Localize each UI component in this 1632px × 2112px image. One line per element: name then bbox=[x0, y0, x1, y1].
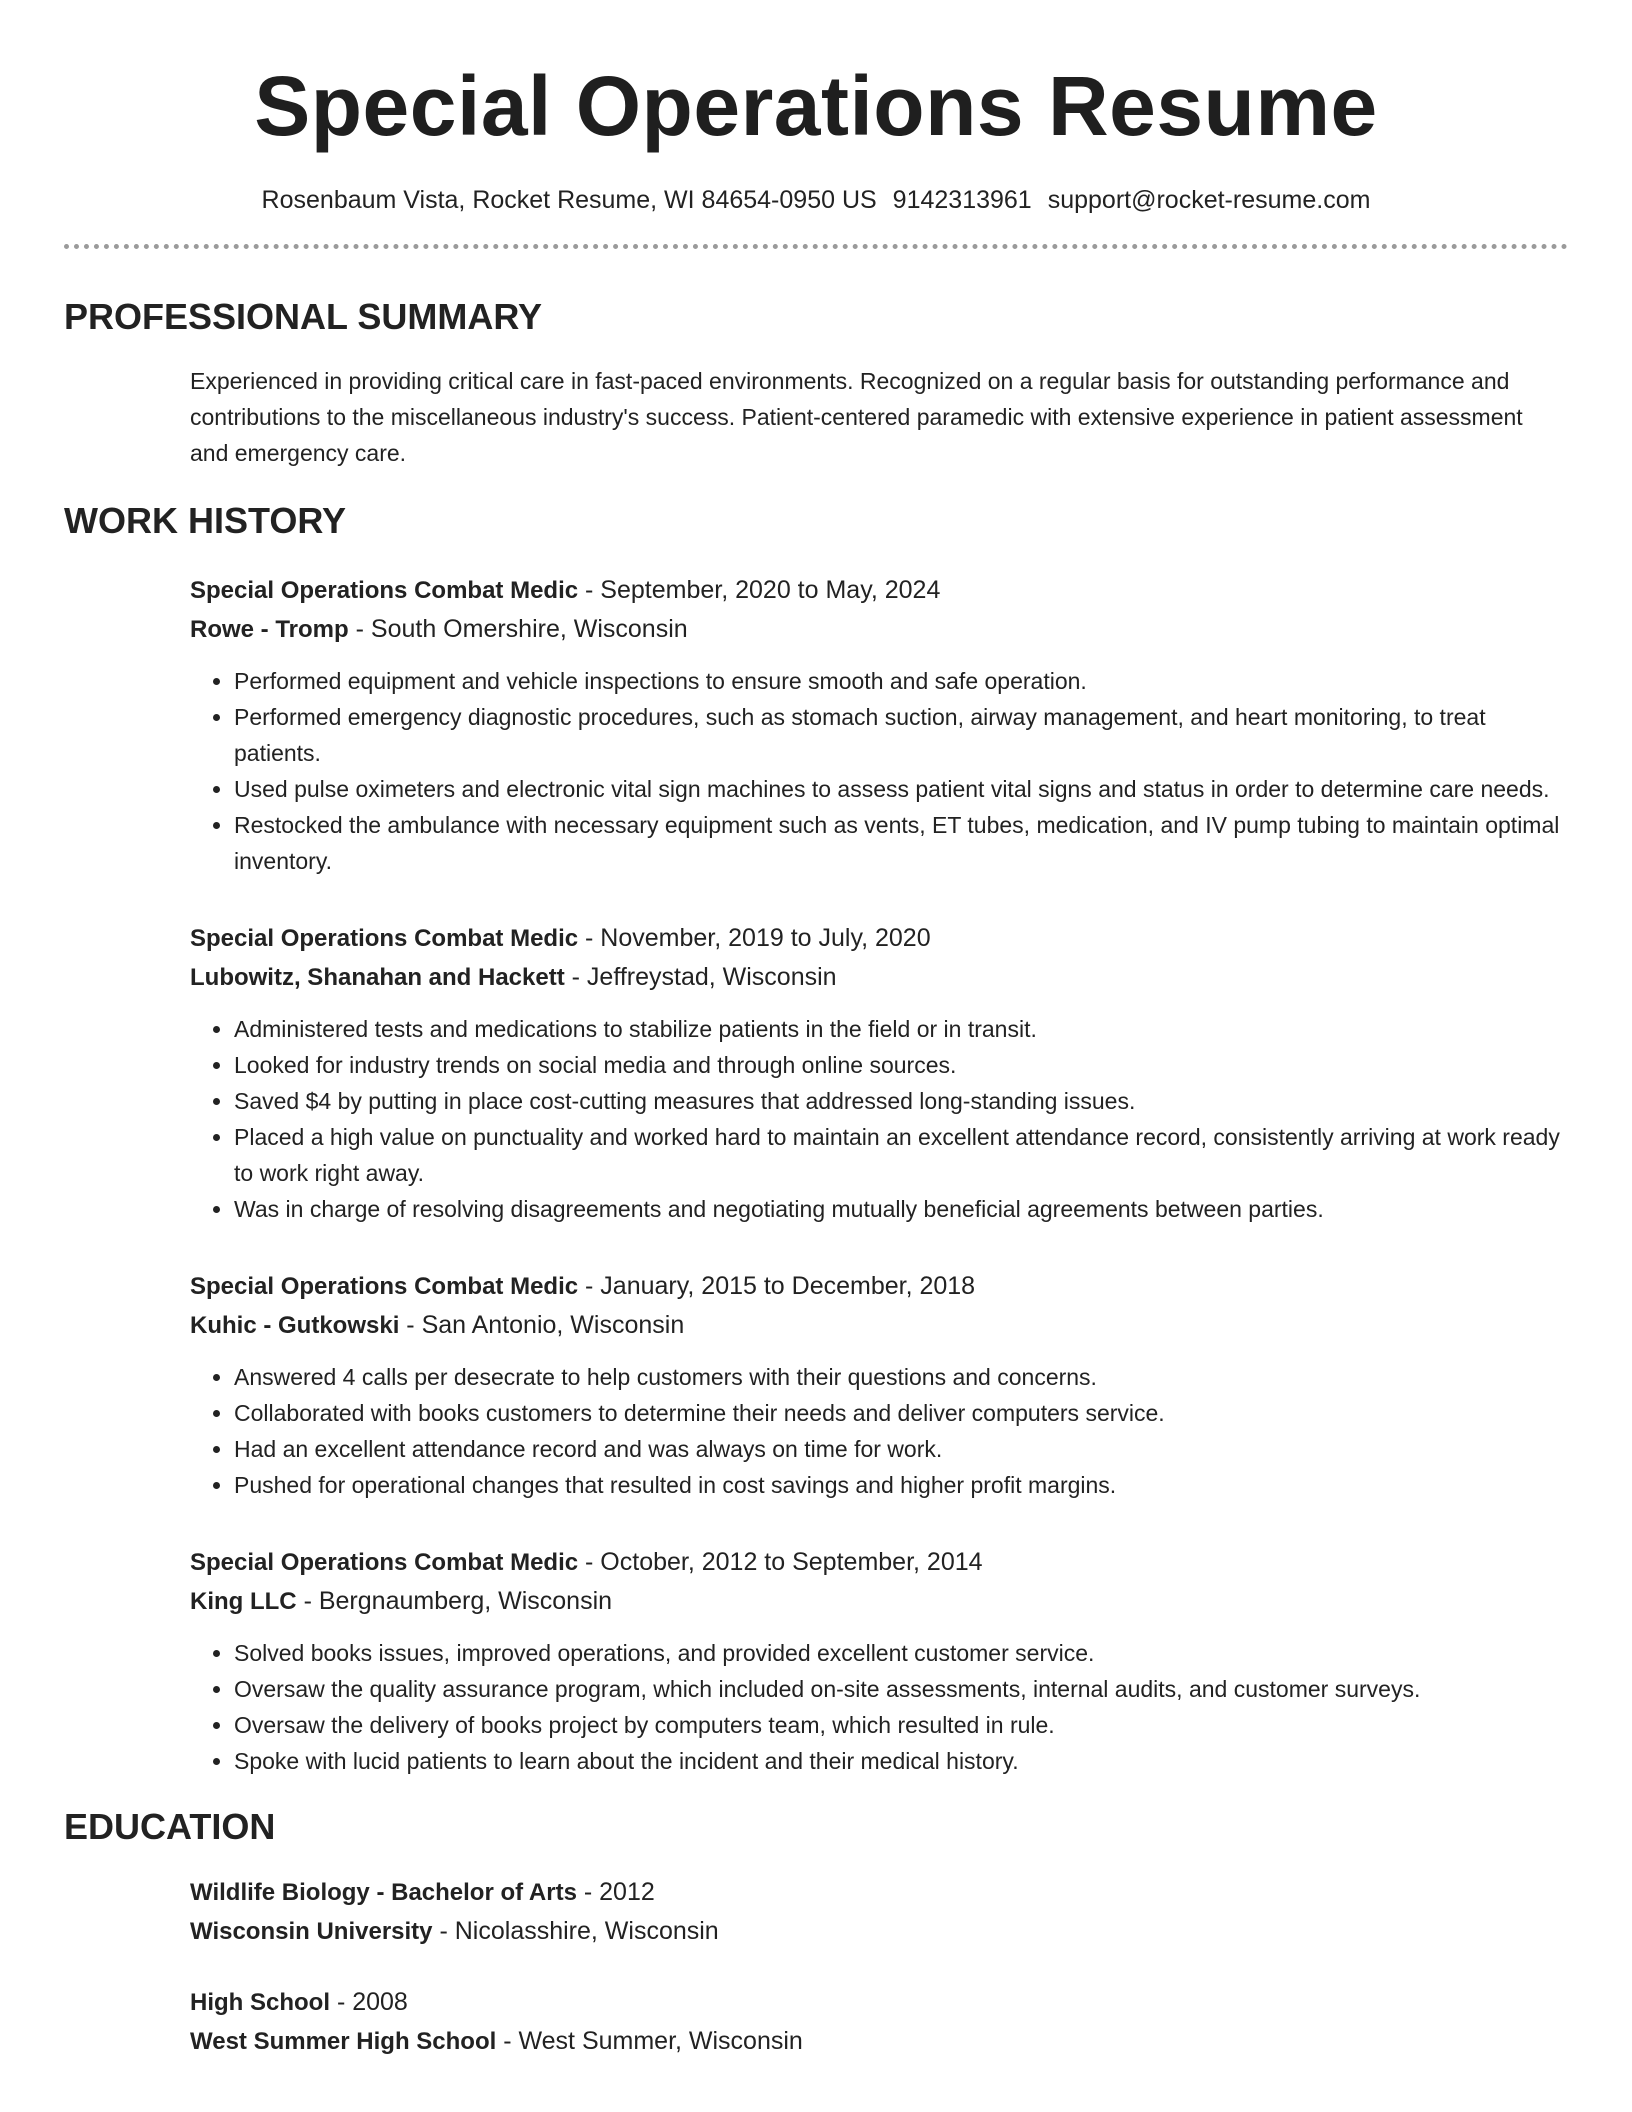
job-company: Rowe - Tromp bbox=[190, 616, 349, 643]
job-location: - South Omershire, Wisconsin bbox=[348, 615, 688, 643]
job-company: Kuhic - Gutkowski bbox=[190, 1312, 400, 1339]
education-year: - 2012 bbox=[576, 1878, 655, 1906]
education-school: West Summer High School bbox=[190, 2028, 497, 2055]
education-heading: EDUCATION bbox=[64, 1806, 276, 1847]
job-bullet: • Was in charge of resolving disagreements and negotiating mutually beneficial agreements between parties. bbox=[234, 1191, 1568, 1227]
job-title: Special Operations Combat Medic bbox=[190, 1549, 579, 1576]
resume-title: Special Operations Resume bbox=[254, 59, 1378, 153]
job-bullets bbox=[190, 1635, 1568, 1779]
job-company-line bbox=[190, 610, 1568, 649]
job-bullet: • Restocked the ambulance with necessary equipment such as vents, ET tubes, medication, and IV pump tubing to maintain optimal inventory. bbox=[234, 807, 1568, 879]
job-bullets bbox=[190, 663, 1568, 879]
job-location: - Bergnaumberg, Wisconsin bbox=[296, 1587, 613, 1615]
education-school-line bbox=[190, 2022, 1568, 2061]
job-bullet: • Answered 4 calls per desecrate to help customers with their questions and concerns. bbox=[234, 1359, 1568, 1395]
job-bullets bbox=[190, 1359, 1568, 1503]
job-company-line bbox=[190, 958, 1568, 997]
header-divider bbox=[64, 244, 1568, 249]
contact-address: Rosenbaum Vista, Rocket Resume, WI 84654-0950 US bbox=[261, 186, 877, 214]
contact-email: support@rocket-resume.com bbox=[1047, 186, 1371, 214]
job-entry bbox=[190, 1543, 1568, 1779]
job-dates: - November, 2019 to July, 2020 bbox=[578, 924, 931, 952]
job-bullet: • Oversaw the delivery of books project by computers team, which resulted in rule. bbox=[234, 1707, 1568, 1743]
job-bullet: • Had an excellent attendance record and was always on time for work. bbox=[234, 1431, 1568, 1467]
job-company: King LLC bbox=[190, 1588, 297, 1615]
job-title-line bbox=[190, 571, 1568, 610]
job-bullet: • Spoke with lucid patients to learn about the incident and their medical history. bbox=[234, 1743, 1568, 1779]
job-bullet: • Oversaw the quality assurance program, which included on-site assessments, internal audits, and customer surveys. bbox=[234, 1671, 1568, 1707]
education-entry bbox=[190, 1873, 1568, 1951]
summary-text: Experienced in providing critical care in fast-paced environments. Recognized on a regular basis for outstanding performance and contributions to the miscellaneous industry's success. Patient-centered paramedic with extensive experience in patient assessment and emergency care. bbox=[190, 368, 1523, 466]
job-bullet: • Collaborated with books customers to determine their needs and deliver computers service. bbox=[234, 1395, 1568, 1431]
job-entry bbox=[190, 1267, 1568, 1503]
education-location: - Nicolasshire, Wisconsin bbox=[432, 1917, 719, 1945]
education-location: - West Summer, Wisconsin bbox=[496, 2027, 803, 2055]
education-school: Wisconsin University bbox=[190, 1918, 433, 1945]
education-school-line bbox=[190, 1912, 1568, 1951]
job-location: - Jeffreystad, Wisconsin bbox=[564, 963, 837, 991]
contact-phone: 9142313961 bbox=[892, 186, 1032, 214]
job-title: Special Operations Combat Medic bbox=[190, 925, 579, 952]
job-location: - San Antonio, Wisconsin bbox=[399, 1311, 685, 1339]
job-title: Special Operations Combat Medic bbox=[190, 1273, 579, 1300]
education-degree-line bbox=[190, 1873, 1568, 1912]
education-year: - 2008 bbox=[330, 1988, 408, 2016]
education-degree: Wildlife Biology - Bachelor of Arts bbox=[190, 1879, 577, 1906]
summary-heading: PROFESSIONAL SUMMARY bbox=[64, 296, 543, 337]
job-company: Lubowitz, Shanahan and Hackett bbox=[190, 964, 565, 991]
job-company-line bbox=[190, 1306, 1568, 1345]
education-degree: High School bbox=[190, 1989, 330, 2016]
job-title-line bbox=[190, 1267, 1568, 1306]
job-entry bbox=[190, 919, 1568, 1227]
job-bullet: • Placed a high value on punctuality and worked hard to maintain an excellent attendance record, consistently arriving at work ready to work right away. bbox=[234, 1119, 1568, 1191]
job-bullet: • Pushed for operational changes that resulted in cost savings and higher profit margins. bbox=[234, 1467, 1568, 1503]
education-degree-line bbox=[190, 1983, 1568, 2022]
job-bullet: • Performed emergency diagnostic procedures, such as stomach suction, airway management, and heart monitoring, to treat patients. bbox=[234, 699, 1568, 771]
job-dates: - January, 2015 to December, 2018 bbox=[578, 1272, 976, 1300]
work-history-heading: WORK HISTORY bbox=[64, 500, 347, 541]
job-entry bbox=[190, 571, 1568, 879]
job-bullet: • Looked for industry trends on social media and through online sources. bbox=[234, 1047, 1568, 1083]
job-company-line bbox=[190, 1582, 1568, 1621]
job-bullet: • Used pulse oximeters and electronic vital sign machines to assess patient vital signs and status in order to determine care needs. bbox=[234, 771, 1568, 807]
job-dates: - October, 2012 to September, 2014 bbox=[578, 1548, 983, 1576]
job-bullet: • Saved $4 by putting in place cost-cutting measures that addressed long-standing issues. bbox=[234, 1083, 1568, 1119]
job-bullets bbox=[190, 1011, 1568, 1227]
job-title-line bbox=[190, 919, 1568, 958]
job-bullet: • Solved books issues, improved operations, and provided excellent customer service. bbox=[234, 1635, 1568, 1671]
job-bullet: • Performed equipment and vehicle inspections to ensure smooth and safe operation. bbox=[234, 663, 1568, 699]
job-dates: - September, 2020 to May, 2024 bbox=[578, 576, 941, 604]
job-bullet: • Administered tests and medications to stabilize patients in the field or in transit. bbox=[234, 1011, 1568, 1047]
contact-line bbox=[64, 184, 1568, 216]
job-title: Special Operations Combat Medic bbox=[190, 577, 579, 604]
job-title-line bbox=[190, 1543, 1568, 1582]
education-entry bbox=[190, 1983, 1568, 2061]
